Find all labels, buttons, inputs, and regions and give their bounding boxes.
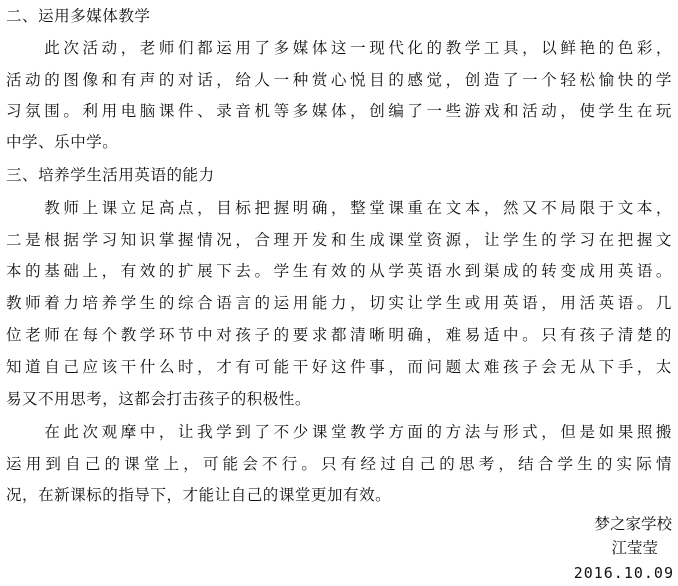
signature-date: 2016.10.09 xyxy=(573,564,674,582)
section-heading: 三、培养学生活用英语的能力 xyxy=(6,166,215,184)
paragraph-line: 易又不用思考，这都会打击孩子的积极性。 xyxy=(6,390,311,408)
paragraph-line: 本的基础上，有效的扩展下去。学生有效的从学英语水到渠成的转变成用英语。 xyxy=(6,262,672,280)
paragraph-line: 教师着力培养学生的综合语言的运用能力，切实让学生或用英语，用活英语。几 xyxy=(6,294,672,312)
paragraph-line: 二是根据学习知识掌握情况，合理开发和生成课堂资源，让学生的学习在把握文 xyxy=(6,231,672,249)
paragraph-line: 况，在新课标的指导下，才能让自己的课堂更加有效。 xyxy=(6,486,392,504)
paragraph-line: 活动的图像和有声的对话，给人一种赏心悦目的感觉，创造了一个轻松愉快的学 xyxy=(6,71,672,89)
paragraph-line: 此次活动，老师们都运用了多媒体这一现代化的教学工具，以鲜艳的色彩， xyxy=(6,39,672,57)
section-heading: 二、运用多媒体教学 xyxy=(6,7,151,25)
paragraph-line: 教师上课立足高点，目标把握明确，整堂课重在文本，然又不局限于文本， xyxy=(6,199,672,217)
paragraph-line: 在此次观摩中，让我学到了不少课堂教学方面的方法与形式，但是如果照搬 xyxy=(6,423,672,441)
paragraph-line: 知道自己应该干什么时，才有可能干好这件事，而问题太难孩子会无从下手，太 xyxy=(6,358,672,376)
signature-name: 江莹莹 xyxy=(611,539,658,557)
paragraph-line: 中学、乐中学。 xyxy=(6,133,119,151)
signature-school: 梦之家学校 xyxy=(594,515,672,533)
paragraph-line: 运用到自己的课堂上，可能会不行。只有经过自己的思考，结合学生的实际情 xyxy=(6,455,672,473)
paragraph-line: 习氛围。利用电脑课件、录音机等多媒体，创编了一些游戏和活动，使学生在玩 xyxy=(6,102,672,120)
paragraph-line: 位老师在每个教学环节中对孩子的要求都清晰明确，难易适中。只有孩子清楚的 xyxy=(6,326,672,344)
